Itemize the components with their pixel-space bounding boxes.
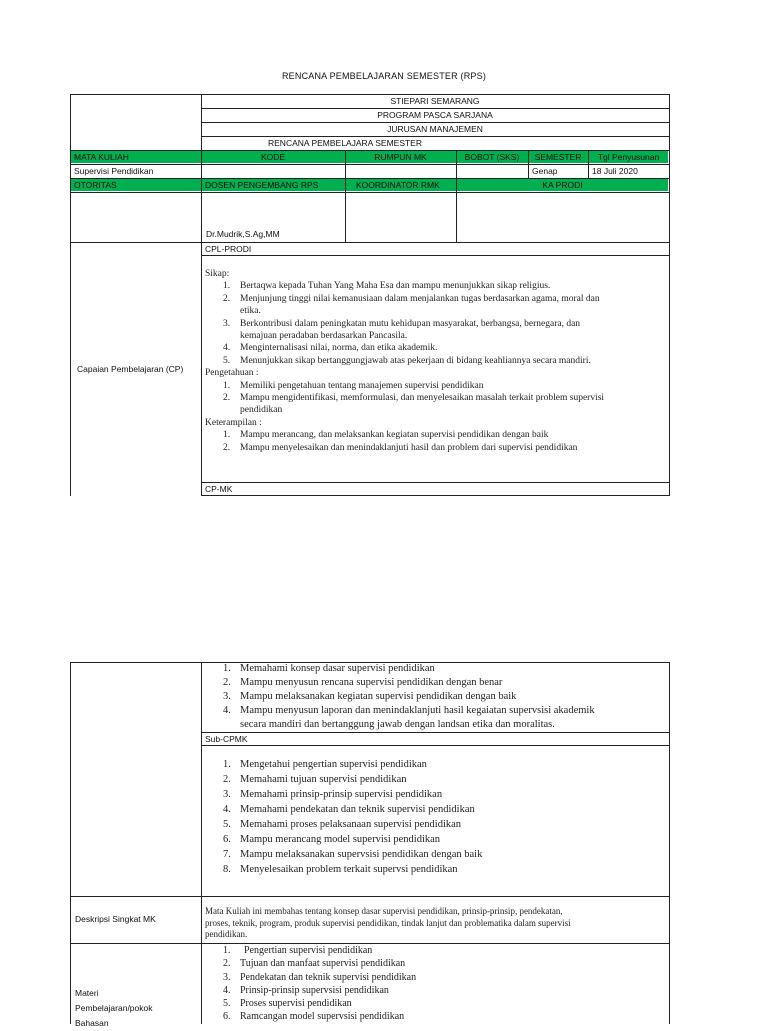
value-mata-kuliah: Supervisi Pendidikan	[74, 166, 154, 176]
sub-cpmk-content	[205, 757, 665, 877]
sub-cpmk-list	[205, 757, 665, 877]
materi-label-line: Pembelajaran/pokok	[75, 1003, 153, 1013]
list-item: 3. Memahami prinsip-prinsip supervisi pendidikan	[223, 789, 443, 800]
list-item: 4. Mampu menyusun laporan dan menindaklanjuti hasil kegaiatan supervsisi akademik	[223, 705, 595, 716]
list-item: 7. Mampu melaksanakan supervsisi pendidikan dengan baik	[223, 849, 483, 860]
list-item: secara mandiri dan bertanggung jawab dengan landsan etika dan moralitas.	[240, 719, 555, 730]
list-item: 2. Menjunjung tinggi nilai kemanusiaan dalam menjalankan tugas berdasarkan agama, moral dan	[223, 293, 600, 304]
list-item: 2. Mampu mengidentifikasi, memformulasi, dan menyelesaikan masalah terkait problem supervisi	[223, 393, 605, 404]
list-item: 5. Proses supervisi pendidikan	[223, 998, 352, 1010]
list-item: 1. Pengertian supervisi pendidikan	[223, 945, 373, 956]
label-koordinator-rmk: KOORDINATOR RMK	[356, 180, 440, 190]
sikap-heading: Sikap:	[205, 269, 230, 279]
list-item: kemajuan peradaban berdasarkan Pancasila.	[240, 331, 408, 342]
label-deskripsi: Deskripsi Singkat MK	[75, 914, 156, 924]
list-item: 3. Mampu melaksanakan kegiatan supervisi pendidikan dengan baik	[223, 691, 517, 702]
pengetahuan-heading: Pengetahuan :	[205, 368, 259, 379]
keterampilan-list	[205, 429, 665, 454]
keterampilan-heading: Keterampilan :	[205, 417, 262, 428]
document-title: RENCANA PEMBELAJARAN SEMESTER (RPS)	[281, 71, 487, 81]
sikap-list	[205, 280, 665, 367]
plan-name: RENCANA PEMBELAJARA SEMESTER	[268, 138, 422, 148]
sub-cpmk-heading: Sub-CPMK	[205, 734, 248, 744]
list-item: 1. Mampu merancang, dan melaksankan kegiatan supervisi pendidikan dengan baik	[223, 430, 549, 441]
materi-label-line: Bahasan	[75, 1018, 109, 1028]
list-item: 5. Menunjukkan sikap bertanggungjawab atas pekerjaan di bidang keahliannya secara mandiri.	[223, 355, 591, 366]
list-item: 6. Mampu merancang model supervisi pendidikan	[223, 834, 441, 845]
list-item: pendidikan	[240, 405, 283, 416]
pengetahuan-list	[205, 380, 665, 417]
label-capaian-pembelajaran: Capaian Pembelajaran (CP)	[77, 364, 184, 374]
deskripsi-text	[205, 906, 665, 941]
value-tgl-penyusunan: 18 Juli 2020	[592, 166, 638, 176]
list-item: 1. Mengetahui pengertian supervisi pendidikan	[223, 759, 427, 770]
label-materi	[75, 986, 153, 1031]
list-item: 2. Memahami tujuan supervisi pendidikan	[223, 774, 407, 785]
list-item: 8. Menyelesaikan problem terkait supervsi pendidikan	[223, 864, 458, 875]
list-item: 2. Mampu menyelesaikan dan menindaklanjuti hasil dan problem dari supervisi pendidikan	[223, 442, 578, 453]
label-mata-kuliah: MATA KULIAH	[74, 152, 129, 162]
deskripsi-line: pendidikan.	[205, 929, 248, 939]
label-tgl-penyusunan: Tgl Penyusunan	[597, 152, 660, 162]
cpl-content	[205, 268, 665, 454]
deskripsi-line: proses, teknik, program, produk supervisi pendidikan, tindak lanjut dan problematika dalam supervisi	[205, 917, 571, 928]
list-item: 3. Pendekatan dan teknik supervisi pendidikan	[223, 971, 417, 983]
label-otoritas: OTORITAS	[74, 180, 117, 190]
list-item: 1. Memahami konsep dasar supervisi pendidikan	[223, 663, 435, 674]
cpmk-content	[205, 662, 665, 732]
list-item: 1. Memiliki pengetahuan tentang manajemen supervisi pendidikan	[223, 380, 484, 391]
list-item: 5. Memahami proses pelaksanaan supervisi pendidikan	[223, 819, 462, 830]
label-dosen-pengembang: DOSEN PENGEMBANG RPS	[205, 180, 319, 190]
list-item: 6. Ramcangan model supervsisi pendidikan	[223, 1011, 405, 1023]
label-rumpun-mk: RUMPUN MK	[374, 152, 427, 162]
label-ka-prodi: KA PRODI	[542, 180, 583, 190]
institution-name: STIEPARI SEMARANG	[390, 96, 480, 106]
department-name: JURUSAN MANAJEMEN	[387, 124, 483, 134]
label-kode: KODE	[260, 152, 286, 162]
list-item: 3. Berkontribusi dalam peningkatan mutu kehidupan masyarakat, berbangsa, bernegara, dan	[223, 318, 581, 329]
materi-label-line: Materi	[75, 988, 99, 998]
list-item: 4. Memahami pendekatan dan teknik supervisi pendidikan	[223, 804, 475, 815]
materi-list	[205, 944, 665, 1024]
cpl-prodi-heading: CPL-PRODI	[205, 244, 252, 254]
list-item: 2. Tujuan dan manfaat supervisi pendidikan	[223, 958, 406, 970]
materi-content	[205, 944, 665, 1024]
deskripsi-line: Mata Kuliah ini membahas tentang konsep dasar supervisi pendidikan, prinsip-prinsip, pendekatan,	[205, 906, 563, 916]
list-item: 4. Prinsip-prinsip supervsisi pendidikan	[223, 984, 389, 996]
list-item: etika.	[240, 306, 261, 317]
label-bobot: BOBOT (SKS)	[464, 152, 520, 162]
list-item: 1. Bertaqwa kepada Tuhan Yang Maha Esa dan mampu menunjukkan sikap religius.	[223, 281, 551, 292]
value-semester: Genap	[532, 166, 558, 176]
label-semester: SEMESTER	[534, 152, 582, 162]
list-item: 2. Mampu menyusun rencana supervisi pendidikan dengan benar	[223, 677, 503, 688]
list-item: 4. Menginternalisasi nilai, norma, dan etika akademik.	[223, 343, 438, 354]
developer-name: Dr.Mudrik,S.Ag,MM	[206, 229, 280, 239]
cp-mk-heading: CP-MK	[205, 484, 233, 494]
program-name: PROGRAM PASCA SARJANA	[377, 110, 493, 120]
cpmk-list	[205, 662, 665, 732]
